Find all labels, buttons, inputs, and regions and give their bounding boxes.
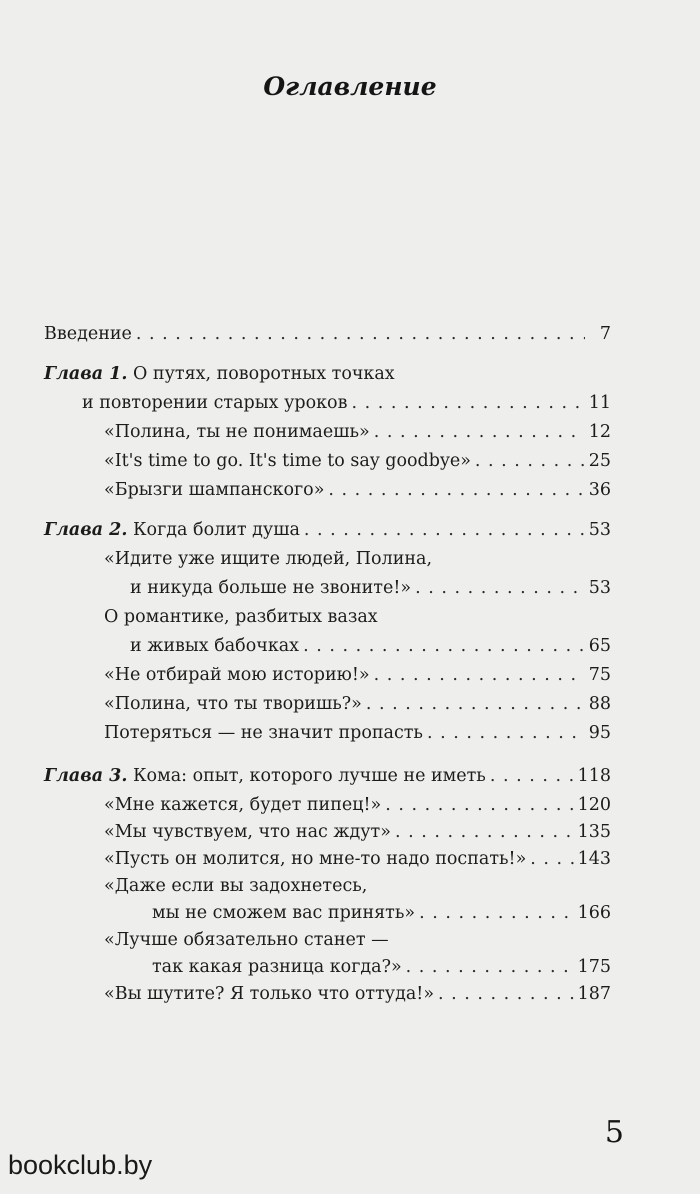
toc-entry-title: «Мы чувствуем, что нас ждут» [104, 822, 391, 842]
dot-leader [415, 574, 585, 603]
dot-leader [438, 980, 574, 1009]
toc-entry-title: О путях, поворотных точках [133, 364, 395, 384]
toc-row [44, 762, 611, 791]
toc-page-number: 25 [588, 451, 611, 471]
toc-entry[interactable] [104, 418, 611, 447]
toc-row [44, 320, 611, 349]
dot-leader [374, 661, 585, 690]
toc-row [44, 603, 611, 632]
chapter-label: Глава 2. [44, 520, 128, 540]
dot-leader [530, 845, 573, 874]
dot-leader [304, 516, 585, 545]
watermark: bookclub.by [8, 1150, 153, 1180]
toc-entry[interactable] [104, 872, 611, 901]
toc-row [44, 980, 611, 1007]
dot-leader [490, 762, 574, 791]
toc-row [44, 791, 611, 818]
toc-entry-title: мы не сможем вас принять» [152, 903, 416, 923]
toc-page-number: 11 [588, 393, 611, 413]
dot-leader [328, 476, 584, 505]
toc-entry[interactable] [130, 632, 611, 661]
toc-entry[interactable] [104, 661, 611, 690]
dot-leader [406, 953, 574, 982]
dot-leader [395, 818, 574, 847]
toc-entry-title: Потеряться — не значит пропасть [104, 723, 423, 743]
toc-page-number: 36 [588, 480, 611, 500]
toc-entry-title: «Не отбирай мою историю!» [104, 665, 370, 685]
toc-page-number: 65 [588, 636, 611, 656]
dot-leader [427, 719, 585, 748]
toc-entry[interactable] [130, 574, 611, 603]
toc-row [44, 389, 611, 418]
toc-entry-title: «Лучше обязательно станет — [104, 930, 389, 950]
toc-page-number: 120 [577, 795, 611, 815]
dot-leader [475, 447, 585, 476]
toc-page-number: 143 [577, 849, 611, 869]
toc-row [44, 574, 611, 603]
toc-entry[interactable] [104, 447, 611, 476]
toc-entry[interactable] [104, 926, 611, 955]
toc-page-number: 118 [577, 766, 611, 786]
toc-entry[interactable] [44, 516, 611, 545]
chapter-label: Глава 1. [44, 364, 128, 384]
toc-row [44, 418, 611, 447]
toc-row [44, 632, 611, 661]
toc-entry-title: «It's time to go. It's time to say goodbye» [104, 451, 471, 471]
toc-page-number: 12 [588, 422, 611, 442]
toc-entry[interactable] [104, 791, 611, 820]
toc-entry[interactable] [152, 953, 611, 982]
page-number: 5 [604, 1115, 624, 1150]
toc-entry[interactable] [44, 320, 611, 349]
toc-entry[interactable] [104, 818, 611, 847]
toc-row [44, 447, 611, 476]
toc-entry[interactable] [104, 845, 611, 874]
dot-leader [351, 389, 584, 418]
toc-row [44, 545, 611, 574]
toc-entry[interactable] [104, 690, 611, 719]
toc-entry[interactable] [104, 476, 611, 505]
toc-page-number: 75 [588, 665, 611, 685]
toc-entry-title: Кома: опыт, которого лучше не иметь [133, 766, 486, 786]
toc-entry-title: и живых бабочках [130, 636, 300, 656]
toc-row [44, 516, 611, 545]
dot-leader [419, 899, 574, 928]
toc-page-number: 95 [588, 723, 611, 743]
table-of-contents [44, 320, 611, 1007]
toc-entry-title: «Даже если вы задохнетесь, [104, 876, 368, 896]
toc-entry-title: «Полина, что ты творишь?» [104, 694, 362, 714]
toc-row [44, 476, 611, 505]
toc-entry[interactable] [104, 545, 611, 574]
toc-row [44, 872, 611, 899]
toc-entry[interactable] [82, 389, 611, 418]
dot-leader [374, 418, 585, 447]
toc-page-number: 166 [577, 903, 611, 923]
toc-entry-title: О романтике, разбитых вазах [104, 607, 378, 627]
toc-row [44, 719, 611, 748]
toc-row [44, 818, 611, 845]
toc-row [44, 690, 611, 719]
toc-entry-title: «Вы шутите? Я только что оттуда!» [104, 984, 435, 1004]
dot-leader [366, 690, 585, 719]
toc-entry[interactable] [104, 719, 611, 748]
toc-entry-title: и повторении старых уроков [82, 393, 348, 413]
toc-entry[interactable] [104, 603, 611, 632]
toc-entry[interactable] [152, 899, 611, 928]
toc-row [44, 953, 611, 980]
toc-entry-title: Когда болит душа [133, 520, 300, 540]
toc-page-number: 135 [577, 822, 611, 842]
toc-page-number: 7 [599, 324, 611, 344]
toc-page-number: 53 [588, 520, 611, 540]
toc-entry-title: «Идите уже ищите людей, Полина, [104, 549, 433, 569]
toc-page-number: 53 [588, 578, 611, 598]
toc-row [44, 899, 611, 926]
toc-entry[interactable] [104, 980, 611, 1009]
toc-row [44, 845, 611, 872]
toc-heading: Оглавление [263, 72, 437, 101]
dot-leader [303, 632, 585, 661]
toc-entry-title: «Полина, ты не понимаешь» [104, 422, 370, 442]
toc-entry-title: так какая разница когда?» [152, 957, 402, 977]
toc-page-number: 175 [577, 957, 611, 977]
toc-row [44, 661, 611, 690]
toc-page-number: 88 [588, 694, 611, 714]
toc-entry-title: Введение [44, 324, 132, 344]
toc-entry-title: и никуда больше не звоните!» [130, 578, 412, 598]
toc-row [44, 360, 611, 389]
toc-entry-title: «Мне кажется, будет пипец!» [104, 795, 382, 815]
toc-page-number: 187 [577, 984, 611, 1004]
toc-entry[interactable] [44, 360, 611, 389]
toc-entry-title: «Брызги шампанского» [104, 480, 325, 500]
toc-row [44, 926, 611, 953]
dot-leader [385, 791, 573, 820]
toc-entry[interactable] [44, 762, 611, 791]
chapter-label: Глава 3. [44, 766, 128, 786]
dot-leader [136, 320, 585, 349]
toc-entry-title: «Пусть он молится, но мне-то надо поспать!» [104, 849, 527, 869]
